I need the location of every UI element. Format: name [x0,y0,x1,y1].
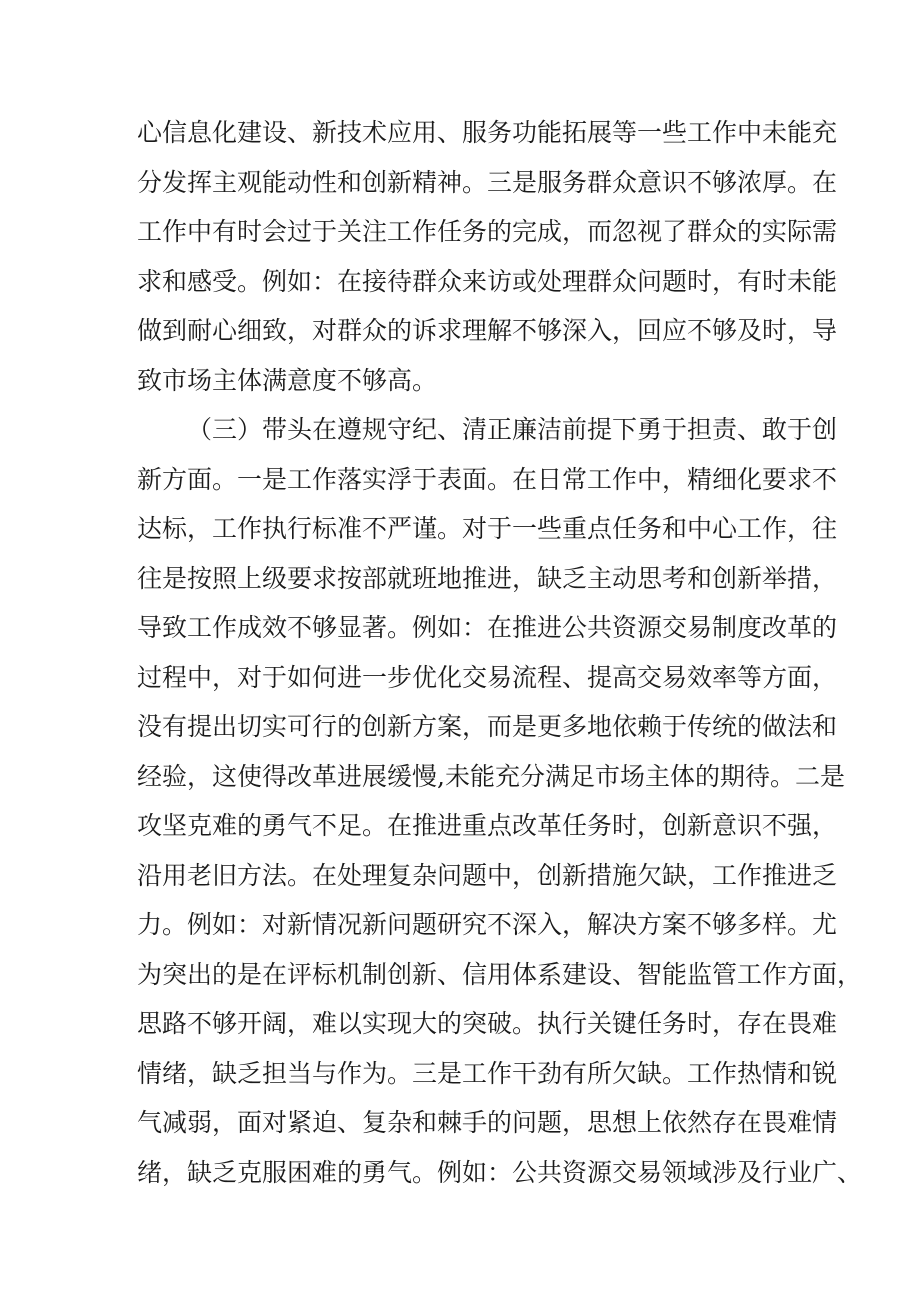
text-line: 情绪，缺乏担当与作为。三是工作干劲有所欠缺。工作热情和锐 [137,1058,838,1088]
text-line: 过程中，对于如何进一步优化交易流程、提高交易效率等方面， [137,662,838,692]
text-line: 心信息化建设、新技术应用、服务功能拓展等一些工作中未能充 [137,118,838,147]
text-line: 经验，这使得改革进展缓慢,未能充分满足市场主体的期待。二是 [137,761,845,791]
text-line: 达标，工作执行标准不严谨。对于一些重点任务和中心工作，往 [137,514,838,543]
text-line: 分发挥主观能动性和创新精神。三是服务群众意识不够浓厚。在 [137,167,838,197]
text-line: 为突出的是在评标机制创新、信用体系建设、智能监管工作方面， [137,959,863,989]
text-line: 新方面。一是工作落实浮于表面。在日常工作中，精细化要求不 [137,464,838,494]
text-line: 绪，缺乏克服困难的勇气。例如：公共资源交易领域涉及行业广、 [137,1157,863,1187]
section-heading-line: （三）带头在遵规守纪、清正廉洁前提下勇于担责、敢于创 [187,415,838,444]
paragraph-2 [137,405,863,1197]
text-line: 导致工作成效不够显著。例如：在推进公共资源交易制度改革的 [137,613,838,642]
text-line: 思路不够开阔，难以实现大的突破。执行关键任务时，存在畏难 [137,1009,838,1038]
text-line: 工作中有时会过于关注工作任务的完成，而忽视了群众的实际需 [137,217,838,246]
text-line: 没有提出切实可行的创新方案，而是更多地依赖于传统的做法和 [137,712,838,741]
text-line: 做到耐心细致，对群众的诉求理解不够深入，回应不够及时，导 [137,316,838,345]
document-body [137,108,863,1197]
text-line: 气减弱，面对紧迫、复杂和棘手的问题，思想上依然存在畏难情 [137,1108,838,1137]
paragraph-1 [137,108,838,405]
text-line: 攻坚克难的勇气不足。在推进重点改革任务时，创新意识不强， [137,811,838,840]
text-line: 致市场主体满意度不够高。 [137,365,438,395]
text-line: 力。例如：对新情况新问题研究不深入，解决方案不够多样。尤 [137,910,838,939]
text-line: 往是按照上级要求按部就班地推进，缺乏主动思考和创新举措， [137,563,838,593]
text-line: 沿用老旧方法。在处理复杂问题中，创新措施欠缺，工作推进乏 [137,860,838,890]
text-line: 求和感受。例如：在接待群众来访或处理群众问题时，有时未能 [137,266,838,296]
